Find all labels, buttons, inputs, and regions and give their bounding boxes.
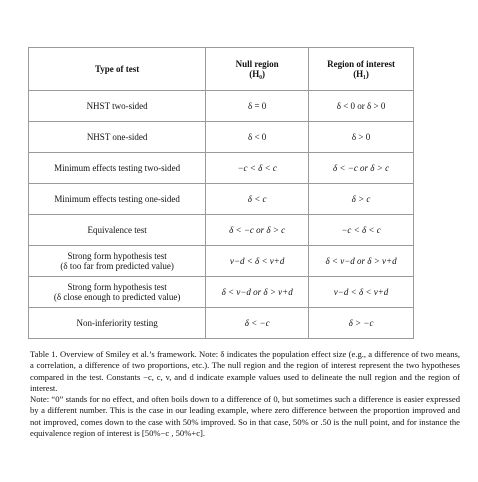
row-region-of-interest: v−d < δ < v+d — [309, 277, 414, 308]
row-test-type-line1: Strong form hypothesis test — [67, 282, 167, 292]
row-test-type: NHST one-sided — [29, 122, 206, 153]
header-null-region-label: Null region — [235, 59, 279, 69]
framework-table — [28, 47, 414, 339]
row-test-type — [29, 246, 206, 277]
row-test-type: Equivalence test — [29, 215, 206, 246]
table-row — [29, 215, 414, 246]
table-row — [29, 122, 414, 153]
row-null-region: −c < δ < c — [206, 153, 309, 184]
row-null-region: δ < 0 — [206, 122, 309, 153]
caption-paragraph-note: Note: “0” stands for no effect, and often boils down to a difference of 0, but sometimes such a difference is easier expressed by a different number. This is the case in our leading example, where zero difference between the proportion improved and not improved, comes down to the case with 50% improved. So in that case, 50% or .50 is the null point, and for instance the equivalence region of interest is [50%−c , 50%+c]. — [30, 394, 460, 439]
row-null-region: v−d < δ < v+d — [206, 246, 309, 277]
row-null-region: δ < v−d or δ > v+d — [206, 277, 309, 308]
header-region-of-interest — [309, 48, 414, 91]
row-test-type-line2: (δ too far from predicted value) — [60, 261, 174, 271]
header-interest-label: Region of interest — [327, 59, 395, 69]
row-test-type-line2: (δ close enough to predicted value) — [53, 292, 181, 302]
row-test-type: NHST two-sided — [29, 91, 206, 122]
table-header-row — [29, 48, 414, 91]
row-region-of-interest: δ < 0 or δ > 0 — [309, 91, 414, 122]
table-row — [29, 277, 414, 308]
table-row — [29, 308, 414, 339]
row-region-of-interest: δ > −c — [309, 308, 414, 339]
row-region-of-interest: −c < δ < c — [309, 215, 414, 246]
table-row — [29, 184, 414, 215]
header-interest-symbol: (H₁) — [353, 69, 369, 79]
caption-paragraph-overview: Table 1. Overview of Smiley et al.’s framework. Note: δ indicates the population effect size (e.g., a difference of two means, a correlation, a difference of two proportions, etc.). The null region and the region of interest represent the two hypotheses compared in the test. Constants −c, c, v, and d indicate example values used to delineate the null region and the region of interest. — [30, 349, 460, 393]
row-test-type: Non-inferiority testing — [29, 308, 206, 339]
row-region-of-interest: δ > c — [309, 184, 414, 215]
row-test-type: Minimum effects testing two-sided — [29, 153, 206, 184]
row-region-of-interest: δ > 0 — [309, 122, 414, 153]
row-null-region: δ < −c — [206, 308, 309, 339]
table-row — [29, 91, 414, 122]
row-null-region: δ = 0 — [206, 91, 309, 122]
row-test-type — [29, 277, 206, 308]
row-null-region: δ < c — [206, 184, 309, 215]
row-test-type-line1: Strong form hypothesis test — [67, 251, 167, 261]
row-null-region: δ < −c or δ > c — [206, 215, 309, 246]
table-row — [29, 246, 414, 277]
table-caption — [30, 349, 460, 439]
header-null-region-symbol: (H₀) — [249, 69, 265, 79]
row-region-of-interest: δ < v−d or δ > v+d — [309, 246, 414, 277]
header-type-of-test: Type of test — [29, 48, 206, 91]
header-null-region — [206, 48, 309, 91]
table-row — [29, 153, 414, 184]
row-region-of-interest: δ < −c or δ > c — [309, 153, 414, 184]
row-test-type: Minimum effects testing one-sided — [29, 184, 206, 215]
